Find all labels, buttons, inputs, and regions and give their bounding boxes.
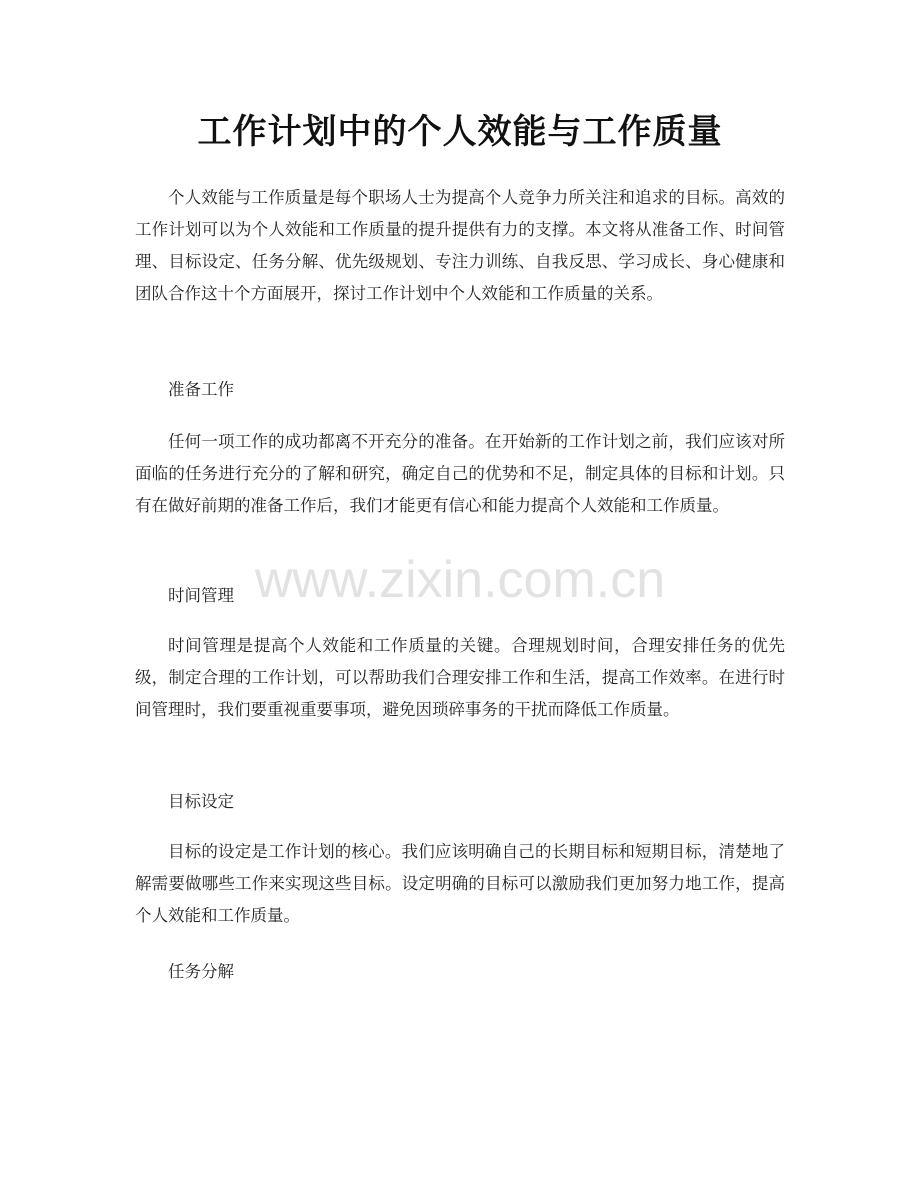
section-heading-task-breakdown: 任务分解	[168, 962, 234, 981]
section-heading-time-management: 时间管理	[168, 586, 234, 605]
section-paragraph-goal-setting: 目标的设定是工作计划的核心。我们应该明确自己的长期目标和短期目标，清楚地了解需要做哪些工作来实现这些目标。设定明确的目标可以激励我们更加努力地工作，提高个人效能和工作质量。	[135, 842, 785, 925]
section-heading-preparation: 准备工作	[168, 380, 234, 399]
section-paragraph-time-management: 时间管理是提高个人效能和工作质量的关键。合理规划时间，合理安排任务的优先级，制定合理的工作计划，可以帮助我们合理安排工作和生活，提高工作效率。在进行时间管理时，我们要重视重要事项，避免因琐碎事务的干扰而降低工作质量。	[135, 636, 785, 719]
section-heading-goal-setting: 目标设定	[168, 792, 234, 811]
section-paragraph-preparation: 任何一项工作的成功都离不开充分的准备。在开始新的工作计划之前，我们应该对所面临的任务进行充分的了解和研究，确定自己的优势和不足，制定具体的目标和计划。只有在做好前期的准备工作后，我们才能更有信心和能力提高个人效能和工作质量。	[135, 432, 785, 515]
intro-paragraph: 个人效能与工作质量是每个职场人士为提高个人竞争力所关注和追求的目标。高效的工作计划可以为个人效能和工作质量的提升提供有力的支撑。本文将从准备工作、时间管理、目标设定、任务分解、优先级规划、专注力训练、自我反思、学习成长、身心健康和团队合作这十个方面展开，探讨工作计划中个人效能和工作质量的关系。	[135, 188, 785, 303]
watermark: www.zixin.com.cn	[254, 551, 666, 609]
document-title: 工作计划中的个人效能与工作质量	[197, 112, 723, 152]
